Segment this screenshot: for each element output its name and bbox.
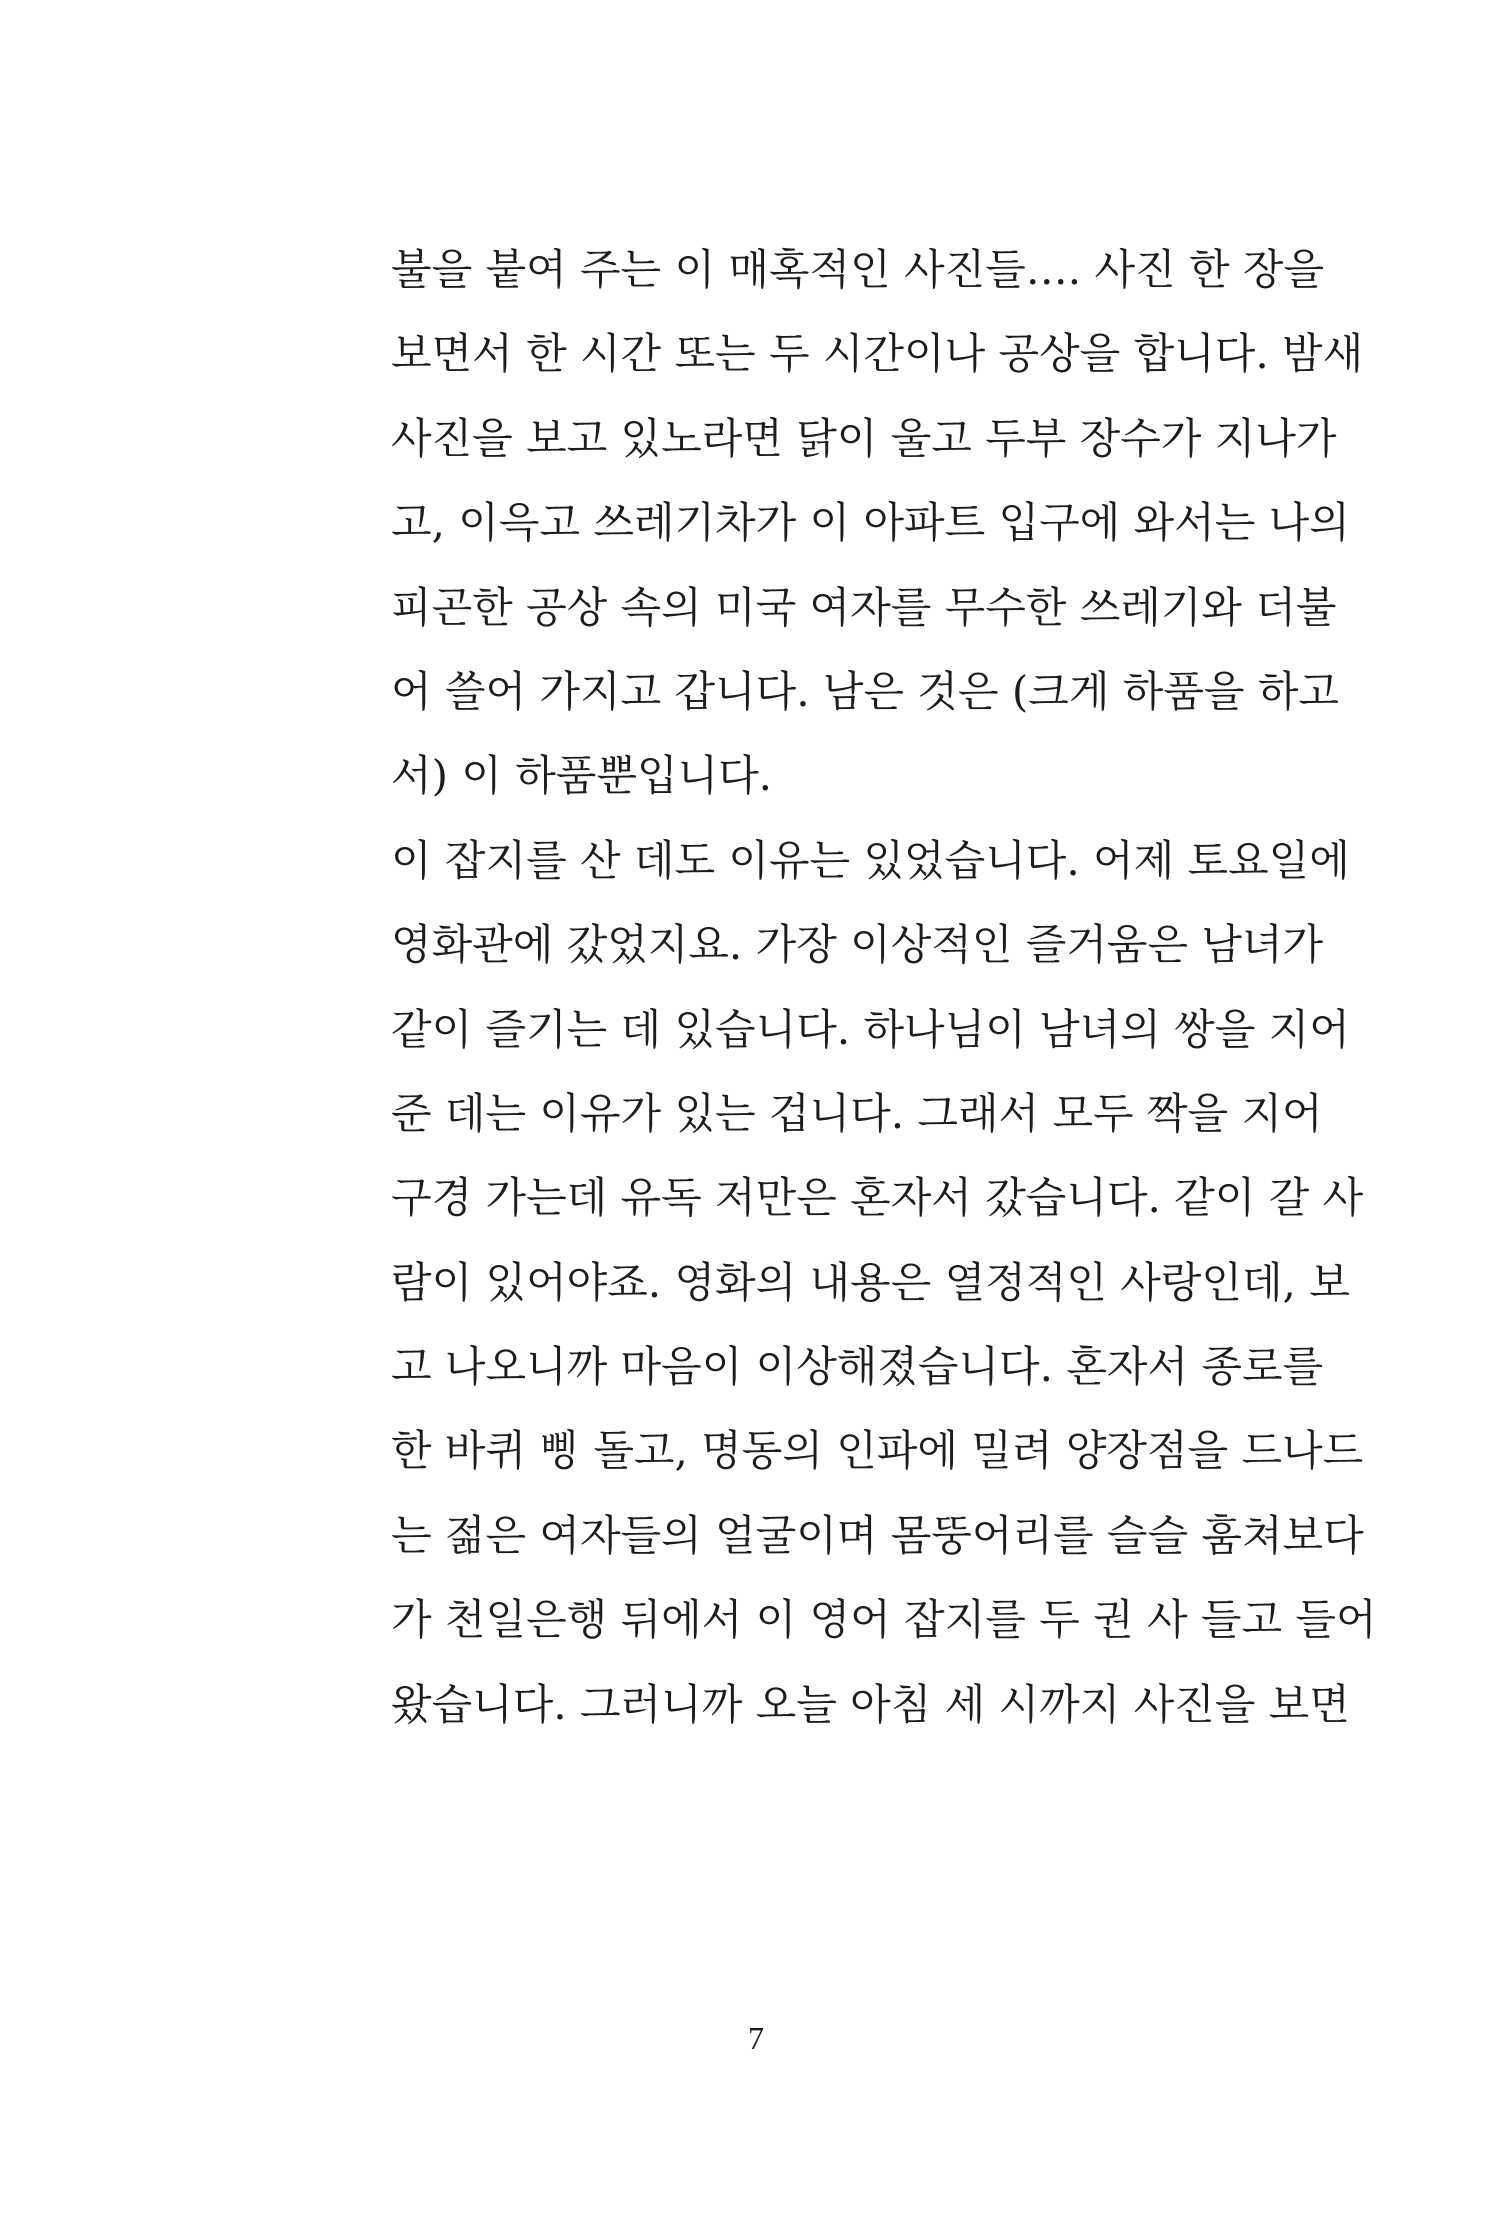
page-number: 7 <box>748 2020 764 2056</box>
text-line: 준 데는 이유가 있는 겁니다. 그래서 모두 짝을 지어 <box>391 1088 1323 1138</box>
text-line: 이 잡지를 산 데도 이유는 있었습니다. 어제 토요일에 <box>391 835 1350 885</box>
text-line: 람이 있어야죠. 영화의 내용은 열정적인 사랑인데, 보 <box>391 1257 1350 1307</box>
text-line: 같이 즐기는 데 있습니다. 하나님이 남녀의 쌍을 지어 <box>391 1004 1350 1054</box>
text-line: 는 젊은 여자들의 얼굴이며 몸뚱어리를 슬슬 훔쳐보다 <box>391 1510 1364 1560</box>
text-line: 영화관에 갔었지요. 가장 이상적인 즐거움은 남녀가 <box>391 920 1324 970</box>
text-line: 가 천일은행 뒤에서 이 영어 잡지를 두 권 사 들고 들어 <box>391 1595 1377 1645</box>
text-line: 피곤한 공상 속의 미국 여자를 무수한 쓰레기와 더불 <box>391 582 1337 632</box>
text-line: 고 나오니까 마음이 이상해졌습니다. 혼자서 종로를 <box>391 1342 1324 1392</box>
text-line: 보면서 한 시간 또는 두 시간이나 공상을 합니다. 밤새 <box>391 329 1364 379</box>
text-line: 한 바퀴 삥 돌고, 명동의 인파에 밀려 양장점을 드나드 <box>391 1426 1364 1476</box>
text-line: 왔습니다. 그러니까 오늘 아침 세 시까지 사진을 보면 <box>391 1679 1350 1729</box>
text-line: 불을 붙여 주는 이 매혹적인 사진들…. 사진 한 장을 <box>391 245 1325 294</box>
text-line: 구경 가는데 유독 저만은 혼자서 갔습니다. 같이 갈 사 <box>391 1173 1364 1223</box>
text-line: 고, 이윽고 쓰레기차가 이 아파트 입구에 와서는 나의 <box>391 498 1350 548</box>
text-line: 서) 이 하품뿐입니다. <box>391 751 773 801</box>
text-line: 사진을 보고 있노라면 닭이 울고 두부 장수가 지나가 <box>391 413 1337 463</box>
text-line: 어 쓸어 가지고 갑니다. 남은 것은 (크게 하품을 하고 <box>391 666 1339 716</box>
body-text <box>391 228 1377 1747</box>
